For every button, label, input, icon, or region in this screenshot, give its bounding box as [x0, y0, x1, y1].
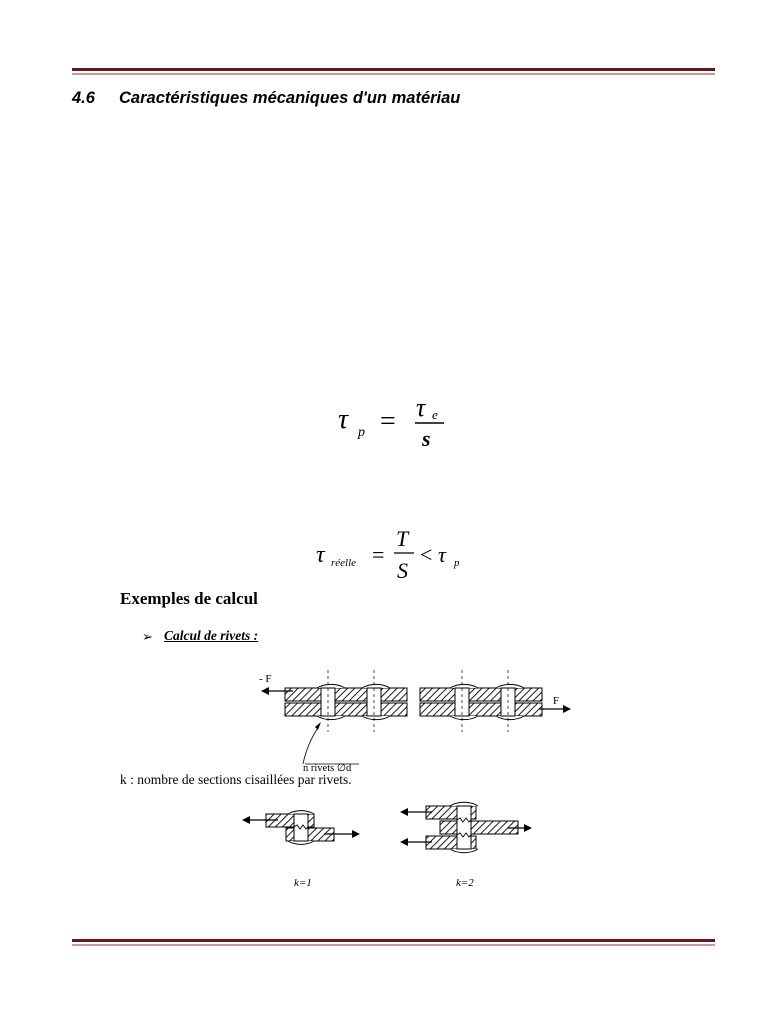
formula-1-lhs-subscript: p	[358, 425, 365, 440]
formula-2-rhs-symbol: τ	[438, 542, 446, 567]
formula-1-numerator-subscript: e	[432, 407, 438, 422]
formula-2-less-than: <	[420, 542, 433, 567]
header-rule	[72, 68, 715, 75]
formula-2-numerator: T	[396, 526, 409, 551]
formula-2-rhs-subscript: p	[454, 557, 460, 569]
formula-1-denominator: s	[422, 426, 431, 451]
formula-1-lhs-symbol: τ	[338, 404, 349, 435]
formula-allowable-shear-stress	[330, 390, 450, 454]
formula-1-numerator-symbol: τ	[416, 393, 426, 422]
shear-sections-figure	[238, 800, 538, 901]
force-left-label: - F	[259, 673, 272, 685]
formula-2-lhs-symbol: τ	[316, 542, 325, 568]
examples-heading: Exemples de calcul	[120, 589, 258, 608]
k-definition-text: k : nombre de sections cisaillées par rivets.	[120, 772, 352, 787]
formula-2-lhs-subscript: réelle	[331, 557, 357, 569]
section-title: Caractéristiques mécaniques d'un matériau	[119, 89, 461, 107]
force-right-label: F	[553, 695, 560, 707]
formula-2-denominator: S	[397, 558, 408, 583]
rivet-joint-figure	[255, 660, 577, 777]
label-k2: k=2	[456, 877, 474, 889]
footer-rule	[72, 939, 715, 946]
section-number: 4.6	[72, 89, 95, 107]
section-heading	[72, 89, 460, 108]
formula-2-equals: =	[372, 542, 385, 567]
formula-real-shear-stress	[314, 524, 474, 586]
rivets-count-label: n rivets ∅d	[303, 763, 352, 772]
label-k1: k=1	[294, 877, 312, 889]
formula-1-equals: =	[380, 406, 396, 437]
rivet-calculation-label: Calcul de rivets :	[164, 628, 259, 643]
arrow-bullet-icon: ➢	[142, 629, 153, 644]
